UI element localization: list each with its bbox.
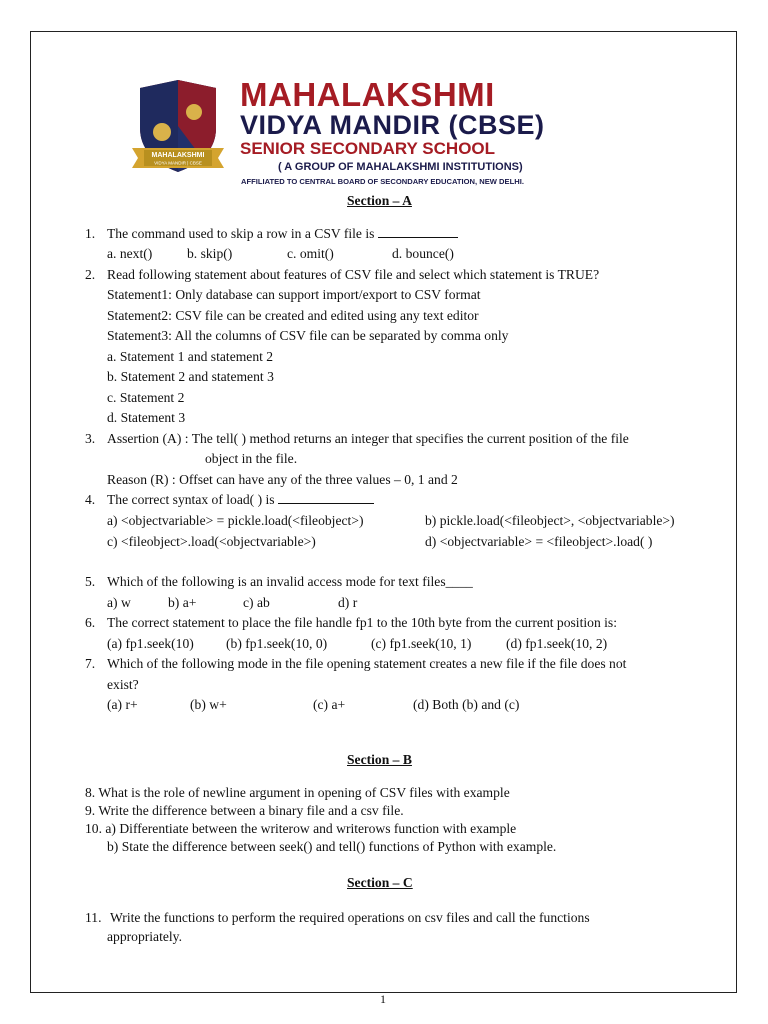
page-number: 1 [380,992,386,1006]
q5-option-a: a) w [107,595,131,610]
q2-statement-1: Statement1: Only database can support import/export to CSV format [107,287,481,302]
section-c-heading: Section – C [347,875,413,890]
q4-option-c: c) <fileobject>.load(<objectvariable>) [107,534,316,549]
section-b-heading: Section – B [347,752,412,767]
question-2: 2. Read following statement about features of CSV file and select which statement is TRUE? [85,267,600,282]
q7-option-a: (a) r+ [107,697,138,712]
question-11: 11. Write the functions to perform the required operations on csv files and call the functions [85,910,590,925]
q1-option-a: a. next() [107,246,153,261]
school-type: SENIOR SECONDARY SCHOOL [240,139,496,158]
q7-option-c: (c) a+ [313,697,346,712]
question-10a: 10. a) Differentiate between the writerow and writerows function with example [85,821,517,836]
section-a-heading: Section – A [347,193,412,208]
q7-option-d: (d) Both (b) and (c) [413,697,520,712]
q4-option-d: d) <objectvariable> = <fileobject>.load( ) [425,534,653,549]
q6-option-b: (b) fp1.seek(10, 0) [226,636,328,651]
q1-option-d: d. bounce() [392,246,454,261]
question-10b: b) State the difference between seek() and tell() functions of Python with example. [107,839,557,854]
question-7: 7. Which of the following mode in the file opening statement creates a new file if the file does not [85,656,627,671]
q4-option-a: a) <objectvariable> = pickle.load(<fileobject>) [107,513,364,528]
q1-option-b: b. skip() [187,246,233,261]
q6-option-a: (a) fp1.seek(10) [107,636,194,651]
question-3-reason: Reason (R) : Offset can have any of the three values – 0, 1 and 2 [107,472,458,487]
logo-banner-line-2: VIDYA MANDIR | CBSE [154,160,202,166]
question-6: 6. The correct statement to place the file handle fp1 to the 10th byte from the current position is: [85,615,617,630]
question-9: 9. Write the difference between a binary file and a csv file. [85,803,404,818]
question-3-assertion: 3. Assertion (A) : The tell( ) method returns an integer that specifies the current position of the file [85,431,629,446]
question-8: 8. What is the role of newline argument in opening of CSV files with example [85,785,510,800]
q5-option-d: d) r [338,595,358,610]
q4-option-b: b) pickle.load(<fileobject>, <objectvariable>) [425,513,675,528]
q5-option-b: b) a+ [168,595,197,610]
question-1: 1. The command used to skip a row in a CSV file is [85,226,458,242]
q6-option-c: (c) fp1.seek(10, 1) [371,636,472,651]
q2-option-c: c. Statement 2 [107,390,185,405]
q2-option-a: a. Statement 1 and statement 2 [107,349,274,364]
school-group: ( A GROUP OF MAHALAKSHMI INSTITUTIONS) [278,161,523,173]
affiliation: AFFILIATED TO CENTRAL BOARD OF SECONDARY EDUCATION, NEW DELHI. [241,177,524,186]
question-5: 5. Which of the following is an invalid access mode for text files____ [85,574,473,589]
q7-option-b: (b) w+ [190,697,227,712]
q2-option-b: b. Statement 2 and statement 3 [107,369,274,384]
logo-banner-line-1: MAHALAKSHMI [151,152,205,159]
q2-statement-3: Statement3: All the columns of CSV file can be separated by comma only [107,328,509,343]
question-3-assertion-cont: object in the file. [205,451,298,466]
q1-option-c: c. omit() [287,246,334,261]
q6-option-d: (d) fp1.seek(10, 2) [506,636,608,651]
q5-option-c: c) ab [243,595,270,610]
q2-option-d: d. Statement 3 [107,410,186,425]
question-4: 4. The correct syntax of load( ) is [85,492,374,508]
school-name-line-2: VIDYA MANDIR (CBSE) [240,110,545,140]
school-name: MAHALAKSHMI [240,76,495,113]
school-logo [118,76,238,176]
question-7-cont: exist? [107,677,139,692]
question-11-cont: appropriately. [107,929,182,944]
q2-statement-2: Statement2: CSV file can be created and edited using any text editor [107,308,479,323]
